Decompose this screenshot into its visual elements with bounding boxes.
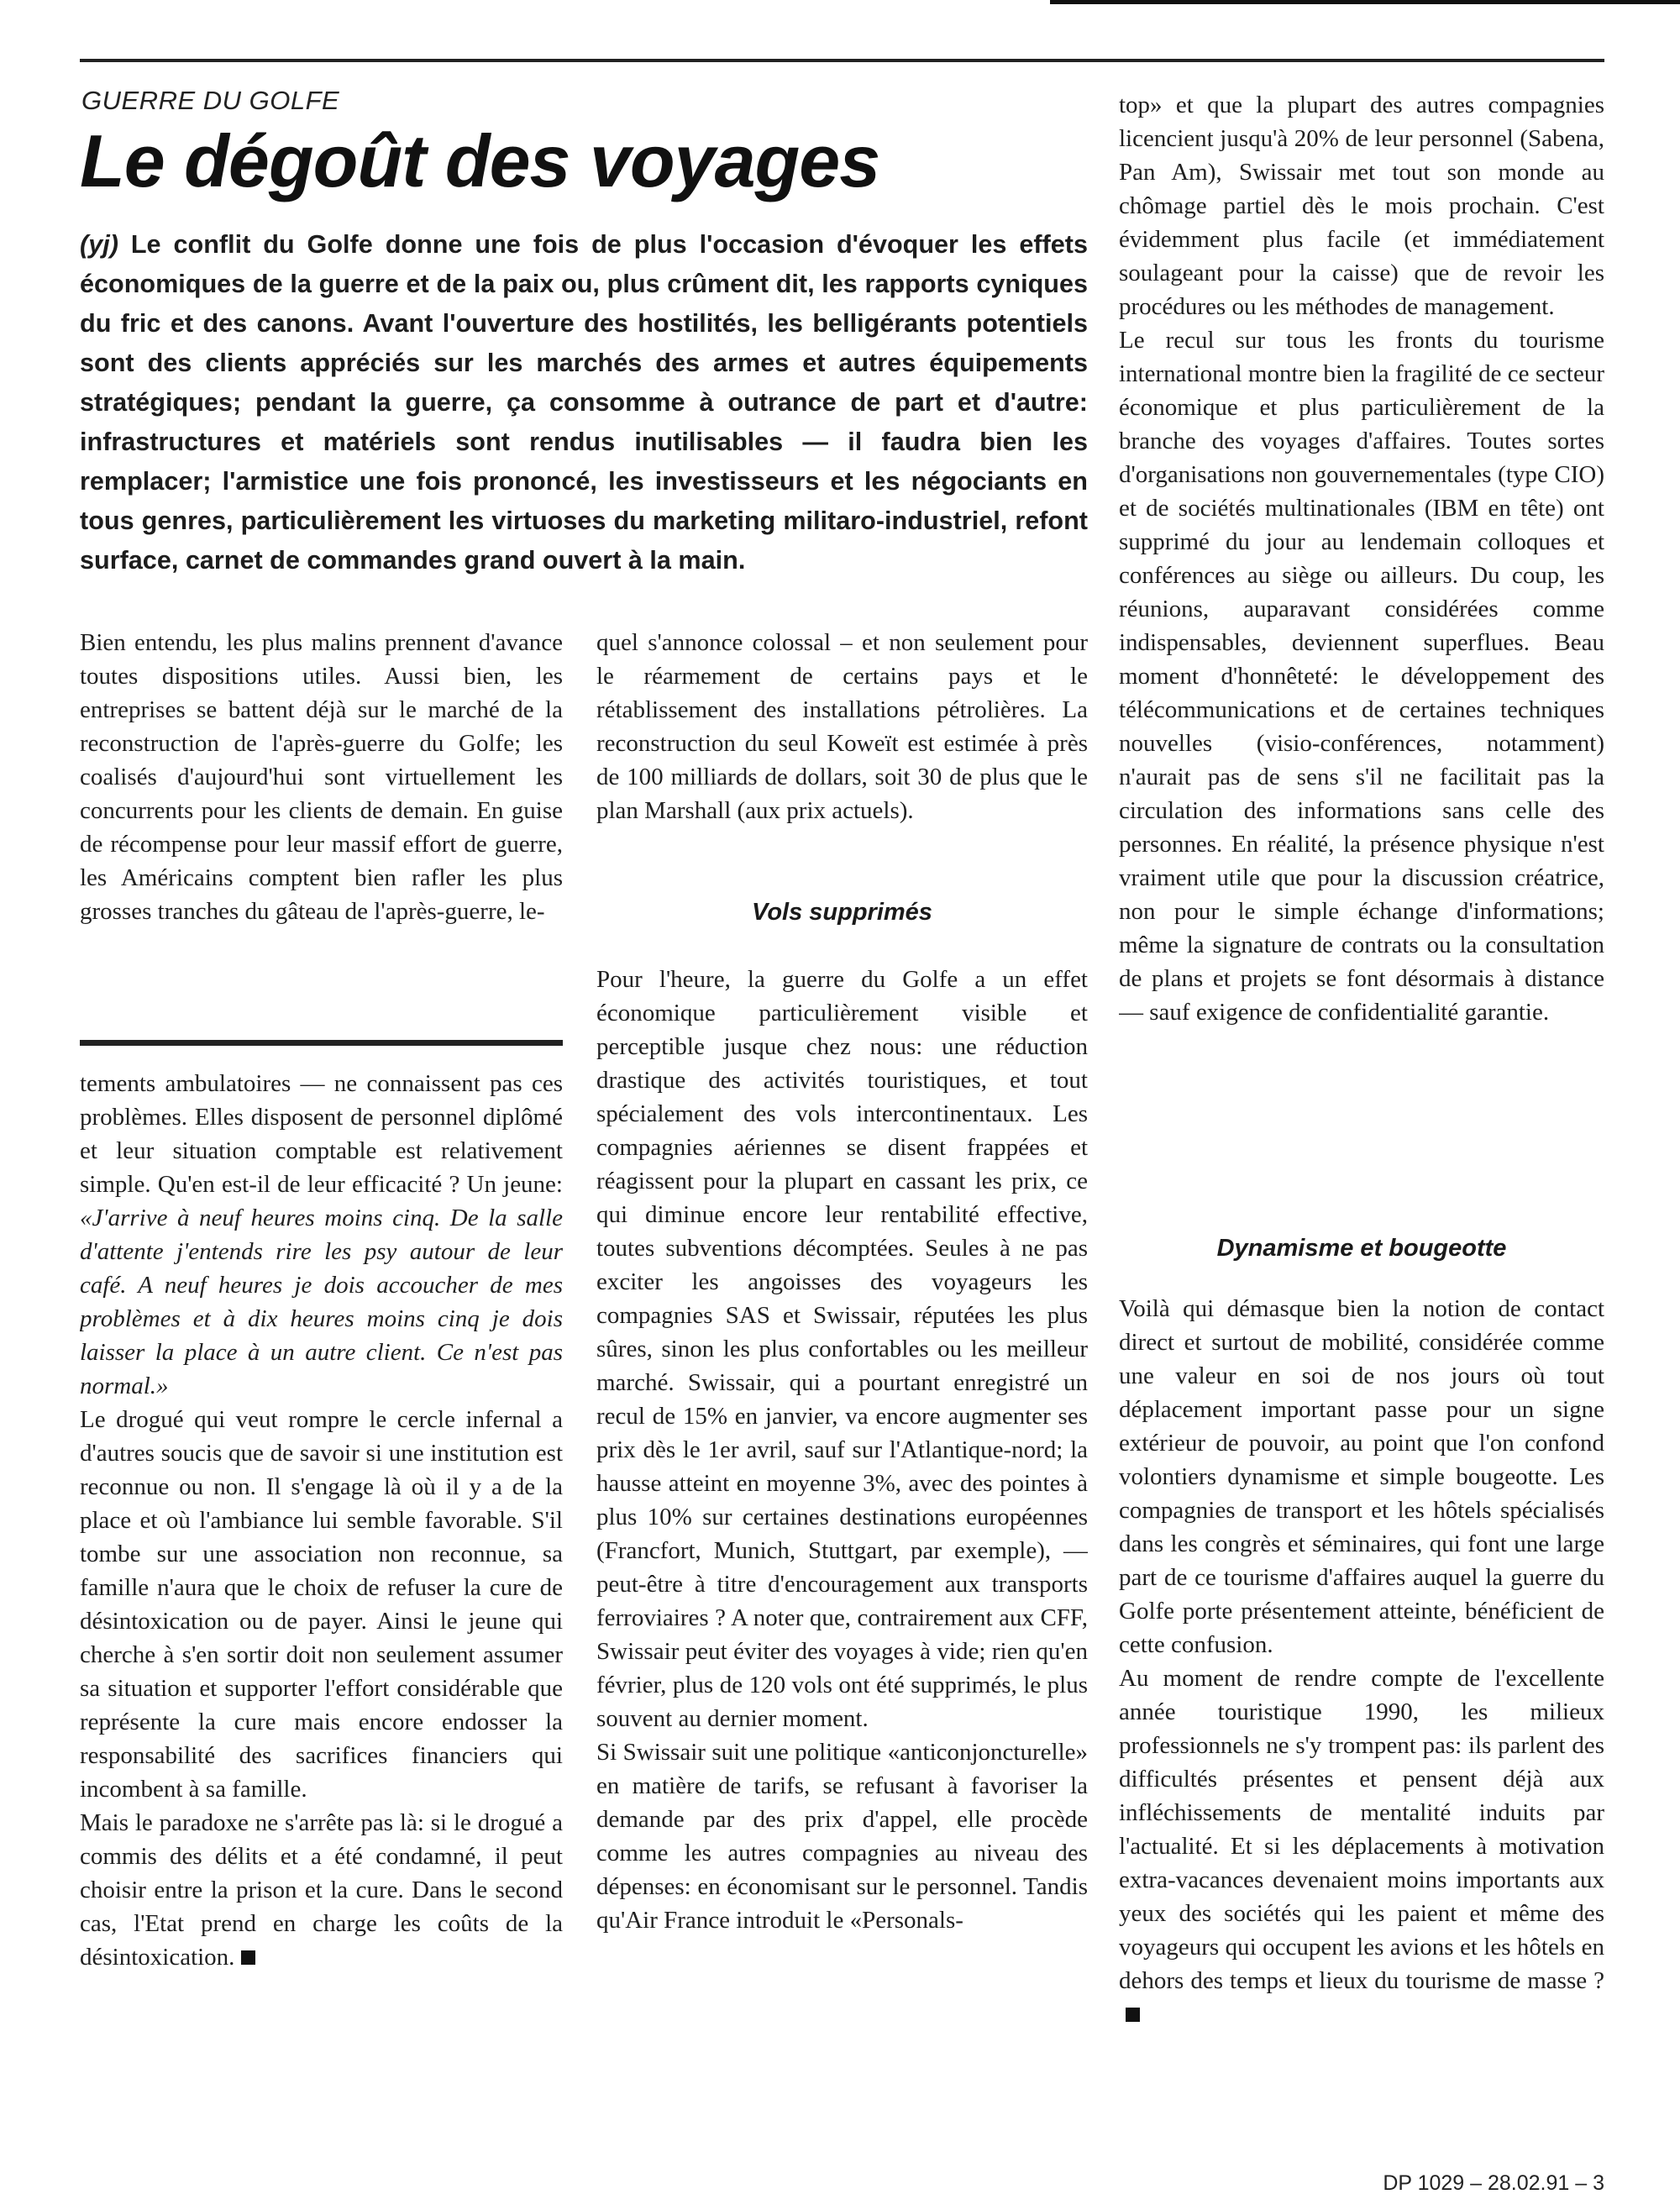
section-kicker: GUERRE DU GOLFE: [81, 86, 340, 115]
article-column-3-bottom: [1119, 1292, 1604, 2132]
page-folio: DP 1029 – 28.02.91 – 3: [1383, 2171, 1604, 2195]
body-paragraph: quel s'annonce colossal – et non seulement pour le réarmement de certains pays et le rétablissement des installations pétrolières. La reconstruction du seul Koweït est estimée à près de 100 milliards de dollars, soit 30 de plus que le plan Marshall (aux prix actuels).: [596, 629, 1088, 824]
article-separator-rule: [80, 1040, 563, 1046]
quote-text: «J'arrive à neuf heures moins cinq. De la salle d'attente j'entends rire les psy autour de leur café. A neuf heures je dois accoucher de mes problèmes et à dix heures moins cinq je dois laisser la place à un autre client. Ce n'est pas normal.»: [80, 1205, 563, 1399]
body-paragraph: top» et que la plupart des autres compagnies licencient jusqu'à 20% de leur personnel (Sabena, Pan Am), Swissair met tout son monde au chômage partiel dès le mois prochain. C'est évidemment plus facile (et immédiatement soulageant pour la caisse) que de revoir les procédures ou les méthodes de management.: [1119, 92, 1604, 320]
top-rule: [80, 59, 1604, 62]
corner-rule: [1050, 0, 1680, 4]
subhead-dynamisme: Dynamisme et bougeotte: [1216, 1235, 1507, 1262]
paragraph-text: tements ambulatoires — ne connaissent pas ces problèmes. Elles disposent de personnel diplômé et leur situation comptable est relativement simple. Qu'en est-il de leur efficacité ? Un jeune:: [80, 1070, 563, 1198]
body-paragraph: Pour l'heure, la guerre du Golfe a un effet économique particulièrement visible et perceptible jusque chez nous: une réduction drastique des activités touristiques, et tout spécialement des vols intercontinentaux. Les compagnies aériennes se disent frappées et réagissent pour la plupart en cassant les prix, ce qui diminue encore leur rentabilité effective, toutes subventions décomptées. Seules à ne pas exciter les angoisses des voyageurs les compagnies SAS et Swissair, réputées les plus sûres, sinon les plus confortables ou les meilleur marché. Swissair, qui a pourtant enregistré un recul de 15% en janvier, va encore augmenter ses prix dès le 1er avril, sauf sur l'Atlantique-nord; la hausse atteint en moyenne 3%, avec des pointes à plus 10% sur certaines destinations européennes (Francfort, Munich, Stuttgart, par exemple), — peut-être à titre d'encouragement aux transports ferroviaires ? A noter que, contrairement aux CFF, Swissair peut éviter des voyages à vide; rien qu'en février, plus de 120 vols ont été supprimés, le plus souvent au dernier moment.: [596, 966, 1088, 1732]
lead-text: Le conflit du Golfe donne une fois de plus l'occasion d'évoquer les effets économiques de la guerre et de la paix ou, plus crûment dit, les rapports cyniques du fric et des canons. Avant l'ouverture des hostilités, les belligérants potentiels sont des clients appréciés sur les marchés des armes et autres équipements stratégiques; pendant la guerre, ça consomme à outrance de part et d'autre: infrastructures et matériels sont rendus inutilisables — il faudra bien les remplacer; l'armistice une fois prononcé, les investisseurs et les négociants en tous genres, particulièrement les virtuoses du marketing militaro-industriel, refont surface, carnet de commandes grand ouvert à la main.: [80, 230, 1088, 575]
body-paragraph: Bien entendu, les plus malins prennent d'avance toutes dispositions utiles. Aussi bien, les entreprises se battent déjà sur le marché de la reconstruction de l'après-guerre du Golfe; les coalisés d'aujourd'hui sont virtuellement les concurrents pour les clients de demain. En guise de récompense pour leur massif effort de guerre, les Américains comptent bien rafler les plus grosses tranches du gâteau de l'après-guerre, le-: [80, 629, 563, 925]
body-paragraph: Si Swissair suit une politique «anticonjoncturelle» en matière de tarifs, se refusant à favoriser la demande par des prix d'appel, elle procède comme les autres compagnies au niveau des dépenses: en économisant sur le personnel. Tandis qu'Air France introduit le «Personals-: [596, 1739, 1088, 1934]
body-paragraph: Le recul sur tous les fronts du tourisme international montre bien la fragilité de ce secteur économique et plus particulièrement de la branche des voyages d'affaires. Toutes sortes d'organisations non gouvernementales (type CIO) et de sociétés multinationales (IBM en tête) ont supprimé du jour au lendemain colloques et conférences au siège ou ailleurs. Du coup, les réunions, auparavant considérées comme indispensables, deviennent superflues. Beau moment d'honnêteté: le développement des télécommunications et de certaines techniques nouvelles (visio-conférences, notamment) n'aurait pas de sens s'il ne facilitait pas la circulation des informations sans celle des personnes. En réalité, la présence physique n'est vraiment utile que pour la discussion créatrice, non pour le simple échange d'informations; même la signature de contrats ou la consultation de plans et projets se font désormais à distance — sauf exigence de confidentialité garantie.: [1119, 327, 1604, 1026]
article-column-2-top: [596, 626, 1088, 869]
closing-text: Au moment de rendre compte de l'excellente année touristique 1990, les milieux professionnels ne s'y trompent pas: ils parlent des difficultés présentes et pensent déjà aux infléchissements de mentalité induits par l'actualité. Et si les déplacements à motivation extra-vacances devenaient moins importants aux yeux des sociétés qui les paient et même des voyageurs qui occupent les avions et les hôtels en dehors des temps et lieux du tourisme de masse ?: [1119, 1665, 1604, 1994]
body-paragraph: Le drogué qui veut rompre le cercle infernal a d'autres soucis que de savoir si une institution est reconnue ou non. Il s'engage là où il y a de la place et où l'ambiance lui semble favorable. S'il tombe sur une association non reconnue, sa famille n'aura que le choix de refuser la cure de désintoxication ou de payer. Ainsi le jeune qui cherche à s'en sortir doit non seulement assumer sa situation et supporter l'effort considérable que représente la cure mais encore endosser la responsabilité des sacrifices financiers qui incombent à sa famille.: [80, 1406, 563, 1803]
article-column-3-top: [1119, 88, 1604, 1205]
body-paragraph: [80, 1067, 563, 1403]
closing-text: Mais le paradoxe ne s'arrête pas là: si le drogué a commis des délits et a été condamné, il peut choisir entre la prison et la cure. Dans le second cas, l'Etat prend en charge les coûts de la désintoxication.: [80, 1809, 563, 1971]
end-mark-icon: [1126, 2008, 1140, 2022]
body-paragraph: [80, 1806, 563, 1974]
article-headline: Le dégoût des voyages: [80, 119, 880, 202]
article-column-1: [80, 626, 563, 1021]
subhead-vols-supprimes: Vols supprimés: [752, 899, 932, 926]
body-paragraph: Voilà qui démasque bien la notion de contact direct et surtout de mobilité, considérée comme une valeur en soi de nos jours où tout déplacement important passe pour un signe extérieur de pouvoir, au point que l'on confond volontiers dynamisme et simple bougeotte. Les compagnies de transport et les hôtels spécialisés dans les congrès et séminaires, qui font une large part de ce tourisme d'affaires auquel la guerre du Golfe porte présentement atteinte, bénéficient de cette confusion.: [1119, 1295, 1604, 1658]
body-paragraph: [1119, 1661, 1604, 2031]
other-article-column: [80, 1067, 563, 2125]
lead-paragraph: [80, 225, 1088, 580]
end-mark-icon: [241, 1950, 255, 1965]
lead-author: (yj): [80, 230, 118, 259]
article-column-2-bottom: [596, 963, 1088, 2126]
